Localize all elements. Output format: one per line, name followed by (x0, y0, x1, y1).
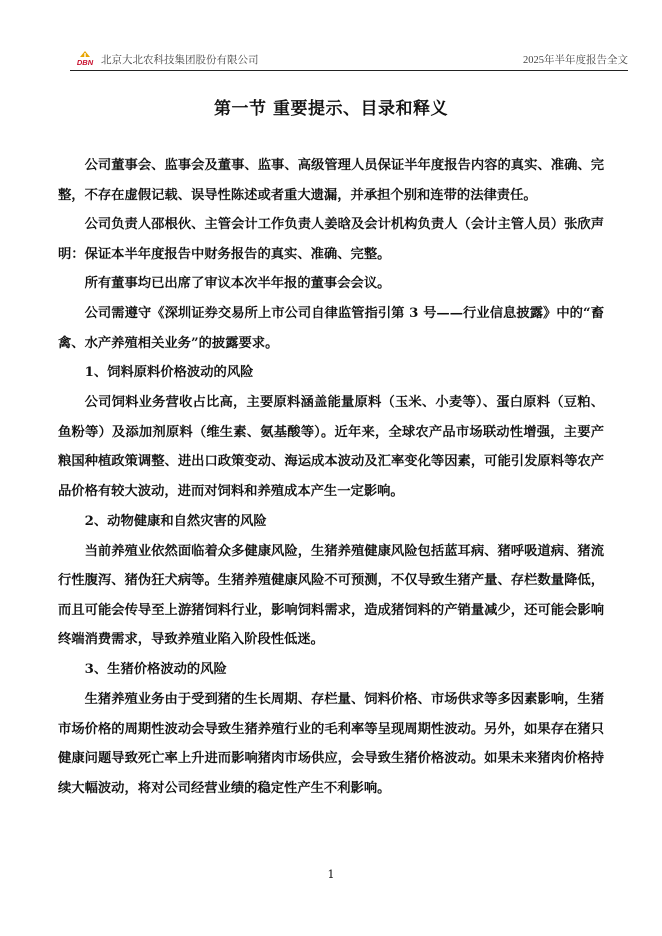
page-header (70, 48, 628, 71)
page-number: 1 (327, 868, 335, 881)
paragraph-directors-attendance: 所有董事均已出席了审议本次半年报的董事会会议。 (84, 276, 391, 292)
company-name: 北京大北农科技集团股份有限公司 (101, 55, 259, 66)
paragraph-responsible-persons: 公司负责人邵根伙、主管会计工作负责人姜晗及会计机构负责人（会计主管人员）张欣声明：保证本半年度报告中财务报告的真实、准确、完整。 (58, 217, 604, 262)
paragraph-feed-price-risk: 公司饲料业务营收占比高，主要原料涵盖能量原料（玉米、小麦等）、蛋白原料（豆粕、鱼粉等）及添加剂原料（维生素、氨基酸等）。近年来，全球农产品市场联动性增强，主要产粮国种植政策调整、进出口政策变动、海运成本波动及汇率变化等因素，可能引发原料等农产品价格有较大波动，进而对饲料和养殖成本产生一定影响。 (58, 395, 604, 499)
document-body (58, 151, 604, 803)
heading-animal-health-risk: 2、动物健康和自然灾害的风险 (84, 513, 267, 529)
paragraph-animal-health-risk: 当前养殖业依然面临着众多健康风险，生猪养殖健康风险包括蓝耳病、猪呼吸道病、猪流行性腹泻、猪伪狂犬病等。生猪养殖健康风险不可预测，不仅导致生猪产量、存栏数量降低，而且可能会传导至上游猪饲料行业，影响饲料需求，造成猪饲料的产销量减少，还可能会影响终端消费需求，导致养殖业陷入阶段性低迷。 (58, 543, 604, 648)
paragraph-hog-price-risk: 生猪养殖业务由于受到猪的生长周期、存栏量、饲料价格、市场供求等多因素影响，生猪市场价格的周期性波动会导致生猪养殖行业的毛利率等呈现周期性波动。另外，如果存在猪只健康问题导致死亡率上升进而影响猪肉市场供应，会导致生猪价格波动。如果未来猪肉价格持续大幅波动，将对公司经营业绩的稳定性产生不利影响。 (58, 691, 604, 796)
paragraph-board-guarantee: 公司董事会、监事会及董事、监事、高级管理人员保证半年度报告内容的真实、准确、完整，不存在虚假记载、误导性陈述或者重大遗漏，并承担个别和连带的法律责任。 (58, 158, 604, 203)
dbn-logo-icon (70, 50, 100, 66)
section-title: 第一节 重要提示、目录和释义 (214, 99, 448, 119)
heading-hog-price-risk: 3、生猪价格波动的风险 (84, 661, 227, 677)
svg-text:DBN: DBN (76, 58, 94, 66)
heading-feed-price-risk: 1、饲料原料价格波动的风险 (84, 365, 254, 381)
paragraph-disclosure-requirements: 公司需遵守《深圳证券交易所上市公司自律监管指引第 3 号——行业信息披露》中的“畜禽、水产养殖相关业务”的披露要求。 (58, 305, 604, 351)
report-name: 2025年半年度报告全文 (523, 55, 628, 66)
